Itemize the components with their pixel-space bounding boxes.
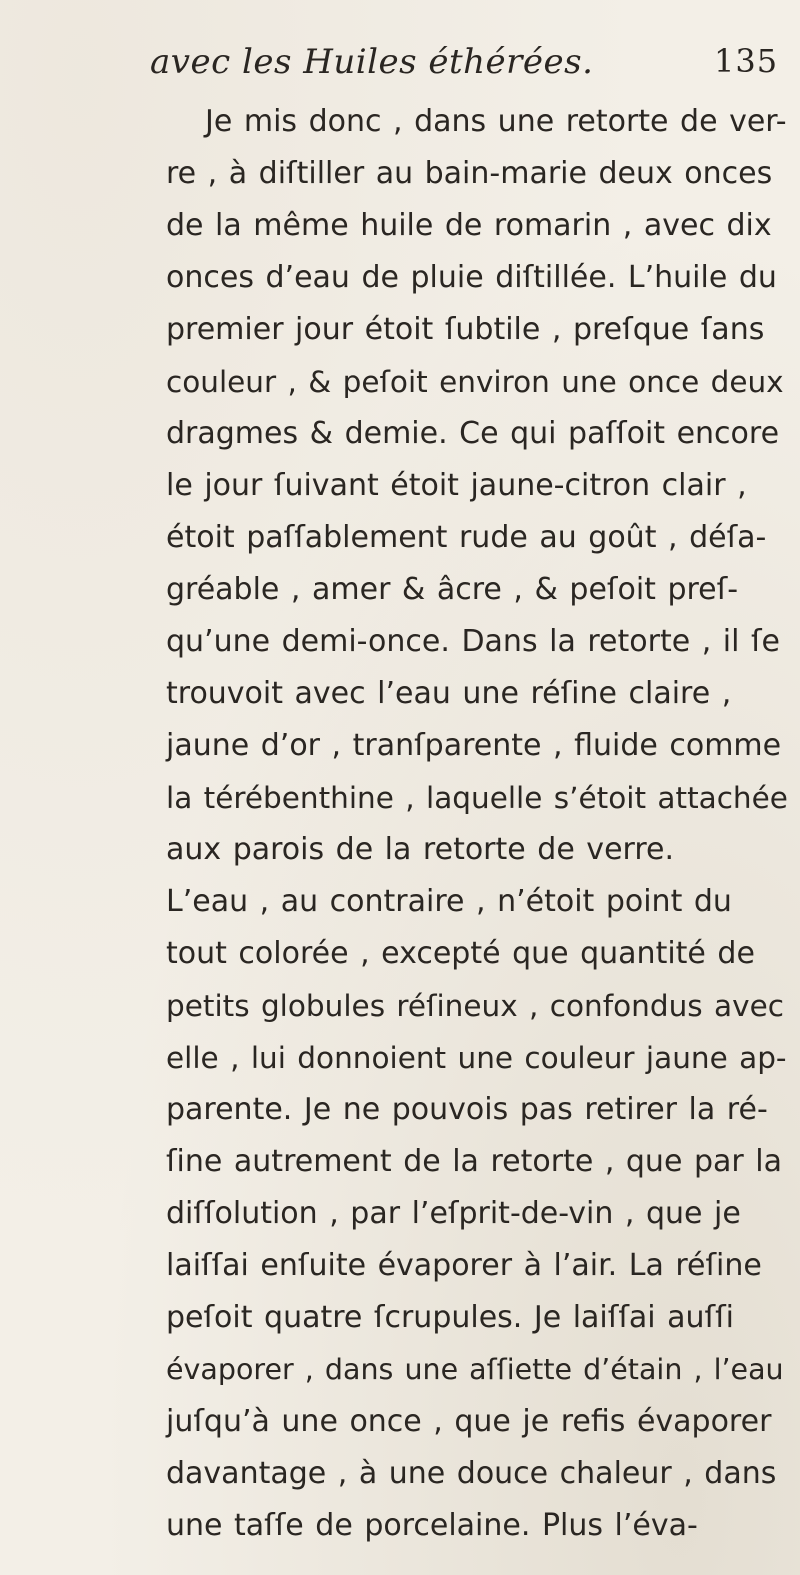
text-line: dragmes & demie. Ce qui paſſoit encore bbox=[166, 416, 780, 451]
text-line: étoit paſſablement rude au goût , déſa- bbox=[166, 520, 767, 555]
text-line: L’eau , au contraire , n’étoit point du bbox=[166, 884, 732, 919]
text-line: qu’une demi-once. Dans la retorte , il ſe bbox=[166, 624, 780, 659]
text-line: la térébenthine , laquelle s’étoit attachée bbox=[166, 781, 788, 815]
text-line: gréable , amer & âcre , & peſoit preſ- bbox=[166, 572, 739, 607]
text-line: elle , lui donnoient une couleur jaune ap- bbox=[166, 1041, 787, 1075]
text-line: premier jour étoit ſubtile , preſque ſans bbox=[166, 312, 765, 347]
text-line: le jour ſuivant étoit jaune-citron clair , bbox=[166, 468, 747, 503]
text-line: onces d’eau de pluie diſtillée. L’huile du bbox=[166, 260, 777, 295]
running-head: avec les Huiles éthérées. bbox=[150, 42, 594, 82]
page-header bbox=[0, 42, 800, 86]
text-line: évaporer , dans une aſſiette d’étain , l’eau bbox=[166, 1353, 784, 1386]
text-line: tout colorée , excepté que quantité de bbox=[166, 936, 755, 971]
text-line: jaune d’or , tranſparente , fluide comme bbox=[166, 728, 782, 763]
page-number: 135 bbox=[714, 42, 779, 80]
text-line: une taſſe de porcelaine. Plus l’éva- bbox=[166, 1508, 698, 1543]
text-line: davantage , à une douce chaleur , dans bbox=[166, 1456, 777, 1491]
text-line: couleur , & peſoit environ une once deux bbox=[166, 365, 784, 399]
text-line: aux parois de la retorte de verre. bbox=[166, 832, 674, 867]
text-line: de la même huile de romarin , avec dix bbox=[166, 208, 772, 243]
text-line: peſoit quatre ſcrupules. Je laiſſai auſſi bbox=[166, 1300, 735, 1335]
text-line: re , à diſtiller au bain-marie deux onces bbox=[166, 156, 773, 191]
text-line: petits globules réſineux , confondus avec bbox=[166, 989, 784, 1023]
text-line: Je mis donc , dans une retorte de ver- bbox=[205, 104, 787, 139]
text-line: trouvoit avec l’eau une réſine claire , bbox=[166, 676, 732, 711]
text-line: laiſſai enſuite évaporer à l’air. La réſine bbox=[166, 1248, 762, 1283]
text-line: parente. Je ne pouvois pas retirer la ré- bbox=[166, 1092, 768, 1127]
text-line: ſine autrement de la retorte , que par la bbox=[166, 1144, 782, 1179]
text-line: juſqu’à une once , que je refis évaporer bbox=[166, 1404, 772, 1439]
text-line: diſſolution , par l’eſprit-de-vin , que je bbox=[166, 1196, 741, 1231]
